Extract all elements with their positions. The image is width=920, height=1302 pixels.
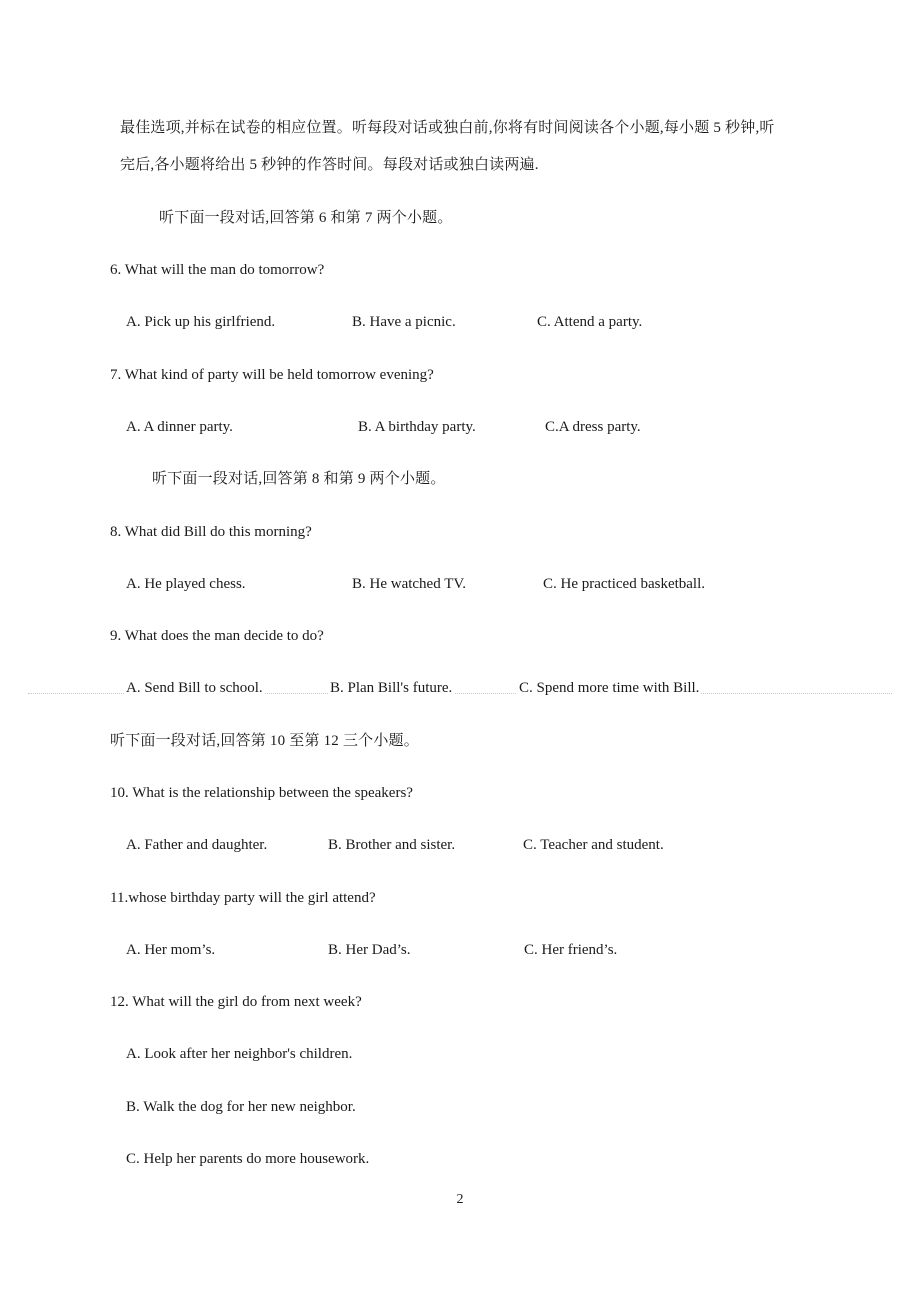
- question-10: 10. What is the relationship between the speakers?: [110, 785, 413, 801]
- q11-option-a: A. Her mom’s.: [126, 942, 216, 958]
- instructions-line-2: 完后,各小题将给出 5 秒钟的作答时间。每段对话或独白读两遍.: [120, 157, 539, 173]
- q8-option-c: C. He practiced basketball.: [543, 576, 706, 592]
- q10-option-a: A. Father and daughter.: [126, 837, 268, 853]
- q9-option-b: B. Plan Bill's future.: [330, 680, 453, 696]
- question-6: 6. What will the man do tomorrow?: [110, 262, 325, 278]
- question-12: 12. What will the girl do from next week?: [110, 994, 362, 1010]
- question-9: 9. What does the man decide to do?: [110, 628, 324, 644]
- q12-option-b: B. Walk the dog for her new neighbor.: [126, 1099, 356, 1115]
- q10-option-b: B. Brother and sister.: [328, 837, 456, 853]
- section-heading-3: 听下面一段对话,回答第 10 至第 12 三个小题。: [110, 733, 419, 749]
- question-7: 7. What kind of party will be held tomorrow evening?: [110, 367, 434, 383]
- question-8: 8. What did Bill do this morning?: [110, 524, 312, 540]
- q12-option-c: C. Help her parents do more housework.: [126, 1151, 370, 1167]
- q6-option-a: A. Pick up his girlfriend.: [126, 314, 276, 330]
- q8-option-b: B. He watched TV.: [352, 576, 467, 592]
- q11-option-b: B. Her Dad’s.: [328, 942, 411, 958]
- page-number: 2: [456, 1192, 464, 1207]
- q9-option-c: C. Spend more time with Bill.: [519, 680, 700, 696]
- q7-option-c: C.A dress party.: [545, 419, 641, 435]
- instructions-line-1: 最佳选项,并标在试卷的相应位置。听每段对话或独白前,你将有时间阅读各个小题,每小题 5 秒钟,听: [120, 120, 775, 136]
- q6-option-c: C. Attend a party.: [537, 314, 643, 330]
- q12-option-a: A. Look after her neighbor's children.: [126, 1046, 353, 1062]
- section-heading-1: 听下面一段对话,回答第 6 和第 7 两个小题。: [159, 210, 453, 226]
- question-11: 11.whose birthday party will the girl attend?: [110, 890, 376, 906]
- q8-option-a: A. He played chess.: [126, 576, 246, 592]
- q7-option-b: B. A birthday party.: [358, 419, 476, 435]
- q6-option-b: B. Have a picnic.: [352, 314, 456, 330]
- q7-option-a: A. A dinner party.: [126, 419, 233, 435]
- section-heading-2: 听下面一段对话,回答第 8 和第 9 两个小题。: [152, 471, 446, 487]
- q11-option-c: C. Her friend’s.: [524, 942, 618, 958]
- q9-option-a: A. Send Bill to school.: [126, 680, 263, 696]
- q10-option-c: C. Teacher and student.: [523, 837, 664, 853]
